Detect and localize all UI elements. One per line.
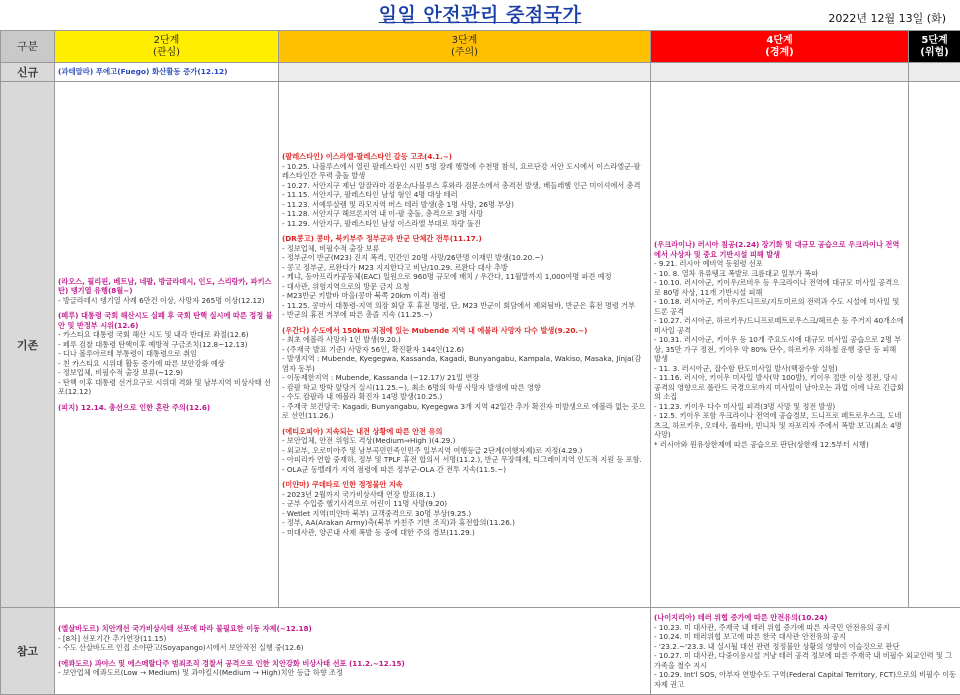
nigeria-lines: - 10.23. 미 대사관, 주재국 내 테러 위협 증가에 따른 자국민 안전유의 공지 - 10.24. 미 테러위협 보고에 따른 한국 대사관 안전유의 공지 - '23.2.~'23.3. 내 실시될 대선 관련 정정불안 상황의 영향이 이슬것으로 판단 - 10.27. 미 대사관, 다중이용시설 겨냥 테러 공격 정보에 따른 주재국 내 비필수 외교인력 및 그 가족을 철수 지시 - 10.29. Int'l SOS, 아부자 연방수도 구역(Federal Capital Territory, FCT)으로의 비필수 이동 자제 권고	[654, 622, 957, 689]
fiji-title: (피지) 12.14. 총선으로 인한 혼란 주의(12.6)	[58, 402, 211, 412]
ethiopia-title: (에티오피아) 지속되는 내전 상황에 따른 안전 유의	[282, 426, 443, 436]
existing-level2-cell	[55, 82, 279, 608]
peru-lines: - 카스티요 대통령 국회 해산 시도 및 내각 반대로 좌절(12.6) - 페루 검찰 대통령 탄핵이후 예방적 구금조치(12.8~12.13) - 디나 볼루아르테 부통령이 대통령으로 취임 - 친 카스티요 시위대 활동 증가에 따른 보안강화 예상 - 정보업체, 비필수적 출장 보류(~12.9) - 탄핵 이후 대통령 선거요구로 시위대 격화 및 남부지역 비상사태 선포(12.12)	[58, 330, 271, 397]
palestine-lines: - 10.25. 나블루스에서 열린 팔레스타인 시민 5명 장례 행렬에 수천명 참석, 요르단강 서안 도시에서 이스라엘군-팔레스타인간 무력 충돌 발생 - 10.27. 서안지구 제닌 알잘라마 검문소/나블루스 후와라 검문소에서 총격전 발생, 베들레헴 인근 미이셔에서 총격 - 11.15. 서안지구, 팔레스타인 남성 형인 4명 대상 테러 - 11.23. 서예루살렘 및 라모지역 버스 테러 발생(총 1명 사망, 26명 부상) - 11.28. 서안지구 헤브론지역 내 이-팔 충돌, 총격으로 3명 사망 - 11.29. 서안지구, 팔레스타인 남성 이스라엘 부대로 차량 돌진	[282, 161, 641, 228]
reference-left-cell	[55, 608, 651, 695]
elsalvador-title: (엘살바도르) 치안개선 국가비상사태 선포에 따라 불필요한 이동 자제(~12.18)	[58, 624, 312, 634]
laos-dengue-title: (라오스, 필리핀, 베트남, 네팔, 방글라데시, 인도, 스리랑카, 파키스탄) 뎅기열 유행(8월~)	[58, 276, 272, 296]
palestine-title: (팔레스타인) 이스라엘-팔레스타인 갈등 고조(4.1.~)	[282, 152, 453, 161]
laos-dengue-lines: - 방글라데시 뎅기열 사례 6만건 이상, 사망자 265명 이상(12.12)	[58, 295, 265, 305]
header-level3: 3단계 (주의)	[279, 31, 651, 63]
ukraine-title: (우크라이나) 러시아 침공(2.24) 장기화 및 대규모 공습으로 우크라이나 전역에서 사상자 및 중요 기반시설 피해 발생	[654, 240, 900, 259]
row-label-reference: 참고	[1, 608, 55, 695]
page-title: 일일 안전관리 중점국가	[378, 4, 582, 26]
uganda-title: (우간다) 수도에서 150km 지점에 있는 Mubende 지역 내 에볼라 사망자 다수 발생(9.20.~)	[282, 325, 588, 335]
existing-level3-cell	[279, 82, 651, 608]
drc-title: (DR콩고) 콩마, 북키부주 정부군과 반군 단체간 전투(11.17.)	[282, 234, 482, 243]
drc-lines: - 정보업체, 비필수적 출장 보류 - 정부군이 반군(M23) 진지 폭격, 민간인 20명 사망/26만명 이재민 발생(10.20.~) - 콩고 정부군, 르완다가 M23 지지한다고 비난/10.29. 르완다 대사 추방 - 케냐, 동아프리카공동체(EAC) 일원으로 960명 규모에 배치 / 우간다, 11월말까지 1,000여명 파견 예정 - 대사관, 위험지역으로의 방문 금지 요청 - M23반군 키발바 마을(콩마 북쪽 20km 이격) 점령 - 11.25. 콩마서 대통령-지역 의장 회담 후 휴전 명령, 단, M23 반군이 회담에서 제외됨바, 반군은 휴전 명령 거부 - 반군의 휴전 거부에 따른 총졸 지속 (11.25.~)	[282, 243, 635, 319]
uganda-lines: - 최초 에볼라 사망자 1인 발생(9.20.) - (주재국 발표 기준) 사망자 56인, 확진환자 144인(12.6) - 발생지역 : Mubende, Kyegegwa, Kassanda, Kagadi, Bunyangabu, Kampala, Wakiso, Masaka, Jinja(감염자 동부) - 이동제한지역 : Mubende, Kassanda (~12.17)/ 21일 연장 - 캄팔 학교 방학 앞당겨 실시(11.25.~), 최소 6명의 학생 사망자 발생에 따른 영향 - 수도 캄팔라 내 에볼라 확진자 14명 발생(10.25.) - 주재국 보건당국: Kagadi, Bunyangabu, Kyegegwa 3개 지역 42일간 추가 확진자 미발생으로 에볼라 없는 곳으로 선언(11.26.)	[282, 335, 646, 420]
myanmar-title: (미얀마) 쿠데타로 인한 정정불안 지속	[282, 480, 403, 489]
new-level3-cell	[279, 63, 651, 82]
risk-level-table	[0, 30, 960, 695]
new-level2-item: (과테말라) 푸에고(Fuego) 화산활동 증가(12.12)	[58, 67, 228, 77]
header-level2: 2단계 (관심)	[55, 31, 279, 63]
new-level2-cell	[55, 63, 279, 82]
new-level4-cell	[651, 63, 909, 82]
ethiopia-lines: - 보안업체, 안전 위험도 격상(Medium⇒High )(4.29.) - 외교부, 오로미아주 및 남부곡민민족인민주 일부지역 여행등급 2단계(여행자제)로 지정(4.29.) - 아피리카 연합 중재하, 정부 및 TPLF 휴전 합의서 서명(11.2.), 반군 무장해제, 티그레이지역 인도적 지원 등 포함. - OLA군 동벨레가 지역 점령에 따른 정부군-OLA 간 전투 지속(11.5.~)	[282, 436, 642, 474]
report-date: 2022년 12월 13일 (화)	[828, 12, 946, 25]
row-label-new: 신규	[1, 63, 55, 82]
row-label-existing: 기존	[1, 82, 55, 608]
peru-title: (페루) 대통령 국회 해산시도 실패 후 국회 탄핵 실시에 따른 정정 불안 및 반정부 시위(12.6)	[58, 311, 273, 330]
ukraine-lines: - 9.21. 러시아 예비역 동원령 선포 - 10. 8. 열차 유류탱크 폭발로 크름대교 일부가 폭파 - 10.10. 러시아군, 키이우/르비우 등 우크라이나 전역에 대규모 미사일 공격으로 80명 사상, 11개 기반시설 피해 - 10.18. 러시아군, 키이우/드니프로/지토미르의 전력과 수도 시설에 미사일 및 드론 공격 - 10.27. 러시아군, 하르키우/드니프로페트로우스크/헤르손 등 주거지 40개소에 미사일 공격 - 10.31. 러시아군, 키이우 등 10개 주요도시에 대규모 미사일 공습으로 2명 부상, 35만 가구 정전, 키이우 약 80% 단수, 하르키우 지하철 운행 중단 등 피해 발생 - 11. 3. 러시아군, 잡수함 탄도미사일 발사(핵잠수함 실험) - 11.16. 러시아, 키이우 미사일 발사(약 100발), 키이우 절반 이상 정전, 당시 공격의 영향으로 폴란드 국경으로까지 미사일이 날아오는 과업 이에 나로 긴급회의 소집 - 11.23. 키이우 다수 미사일 피격(3명 사망 및 정전 발생) - 12.5. 키이우 포함 우크라이나 전역에 공습경보, 드니프로 페트로우스크, 도네츠크, 하르키우, 오데사, 폴타바, 빈니차 및 자포리자 주에서 폭발 보고(최소 4명 사망) * 러시아와 원유상한제에 따른 공습으로 판단(상한제 12.5부터 시행)	[654, 259, 904, 449]
header-category: 구분	[1, 31, 55, 63]
ecuador-title: (에콰도르) 과야스 및 에스메랄다주 범죄조직 경찰서 공격으로 인한 치안강화 비상사태 선포 (11.2.~12.15)	[58, 658, 405, 668]
row-new	[1, 63, 960, 82]
reference-right-cell	[651, 608, 960, 695]
myanmar-lines: - 2023년 2월까지 국가비상사태 연장 발표(8.1.) - 군부 수입증 헬기사격으로 어린이 11명 사망(9.20) - Wetlet 지역(미얀마 북부) 교객중격으로 30명 부상(9.25.) - 정부, AA(Arakan Army)측(북부 카친주 기반 조직)과 휴전합의(11.26.) - 미대사관, 양곤내 사제 폭발 등 중에 대한 주의 경보(11.29.)	[282, 489, 515, 537]
header-level4: 4단계 (경계)	[651, 31, 909, 63]
ecuador-lines: - 보안업체 에콰도르(Low → Medium) 및 과야킬시(Medium → High)치안 등급 하향 조정	[58, 668, 343, 678]
row-reference	[1, 608, 960, 695]
row-existing	[1, 82, 960, 608]
elsalvador-lines: - [8차] 선포기간 추가연장(11.15) - 수도 산살바도르 인접 소야판고(Soyapango)시에서 보안작전 실행 중(12.6)	[58, 633, 304, 653]
new-level5-cell	[909, 63, 960, 82]
header-row	[1, 31, 960, 63]
header-level5: 5단계 (위험)	[909, 31, 960, 63]
nigeria-title: (나이지리아) 테러 위협 증가에 따른 안전유의(10.24)	[654, 613, 828, 622]
existing-level5-cell	[909, 82, 960, 608]
existing-level4-cell	[651, 82, 909, 608]
